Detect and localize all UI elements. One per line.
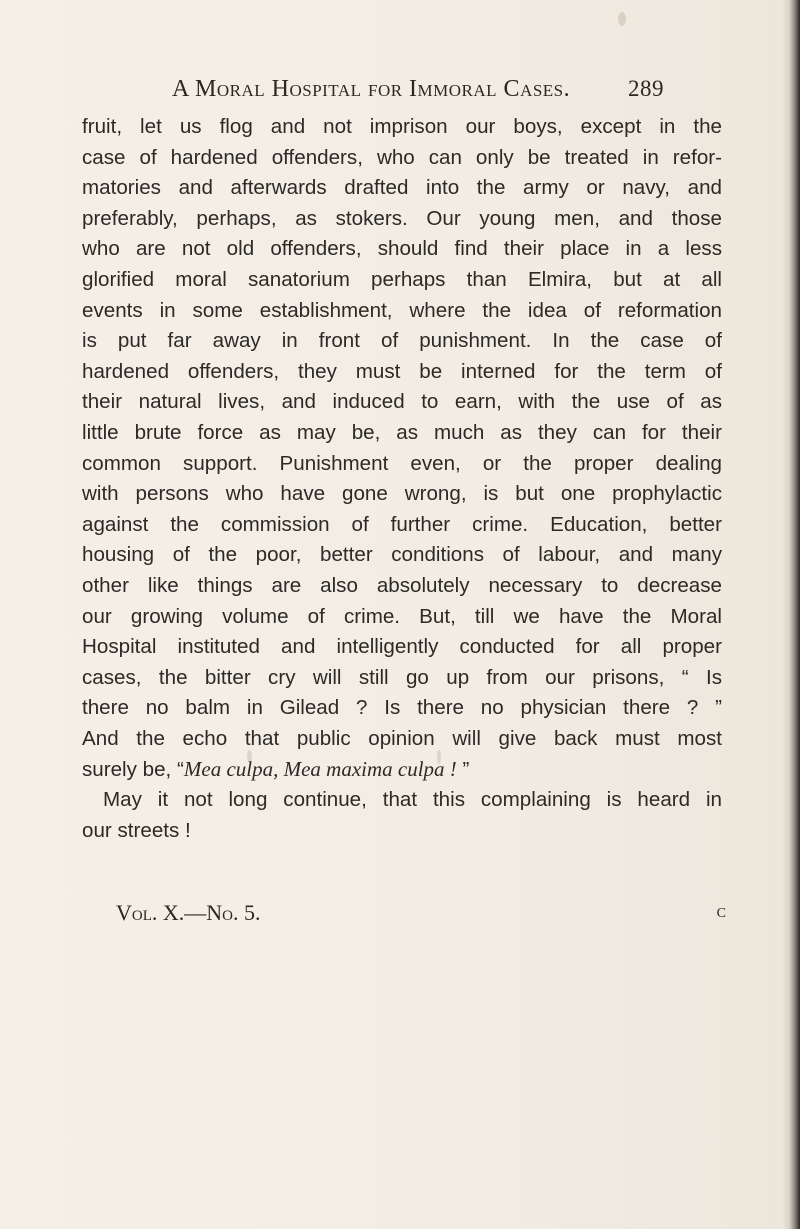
volume-number: Vol. X.—No. 5. bbox=[116, 900, 261, 925]
latin-quote: Mea culpa, Mea maxima culpa ! bbox=[183, 757, 457, 782]
text-line: May it not long continue, that this complaining is heard in bbox=[103, 788, 722, 812]
page-footer bbox=[116, 900, 726, 930]
running-header bbox=[172, 76, 664, 110]
text-line: other like things are also absolutely necessary to decrease bbox=[82, 573, 722, 597]
page-binding-edge bbox=[782, 0, 800, 1229]
text-line: cases, the bitter cry will still go up from our prisons, “ Is bbox=[82, 665, 722, 689]
text-line: matories and afterwards drafted into the army or navy, and bbox=[82, 176, 722, 200]
running-title: A Moral Hospital for Immoral Cases. bbox=[172, 76, 571, 102]
quote-close: ” bbox=[456, 758, 470, 782]
text-line: hardened offenders, they must be interned for the term of bbox=[82, 359, 722, 383]
text-line: case of hardened offenders, who can only be treated in refor- bbox=[82, 145, 722, 169]
text-line: is put far away in front of punishment. In the case of bbox=[82, 329, 722, 353]
text-line-latin-quote bbox=[82, 754, 722, 785]
text-line: preferably, perhaps, as stokers. Our young men, and those bbox=[82, 206, 722, 230]
text-line: Hospital instituted and intelligently conducted for all proper bbox=[82, 635, 722, 659]
text-line: glorified moral sanatorium perhaps than Elmira, but at all bbox=[82, 267, 722, 291]
text-line: And the echo that public opinion will give back must most bbox=[82, 726, 722, 750]
text-line-final: our streets ! bbox=[82, 818, 191, 842]
text-line: their natural lives, and induced to earn, with the use of as bbox=[82, 390, 722, 414]
body-text bbox=[82, 112, 722, 846]
quote-lead-in: surely be, “ bbox=[82, 758, 184, 782]
signature-mark: c bbox=[716, 900, 726, 922]
text-line: there no balm in Gilead ? Is there no physician there ? ” bbox=[82, 696, 722, 720]
text-line: our growing volume of crime. But, till we have the Moral bbox=[82, 604, 722, 628]
text-line: against the commission of further crime. Education, better bbox=[82, 512, 722, 536]
text-line: housing of the poor, better conditions of labour, and many bbox=[82, 543, 722, 567]
text-line: events in some establishment, where the idea of reformation bbox=[82, 298, 722, 322]
text-line: little brute force as may be, as much as they can for their bbox=[82, 420, 722, 444]
text-line: fruit, let us flog and not imprison our boys, except in the bbox=[82, 115, 722, 138]
text-line: with persons who have gone wrong, is but one prophylactic bbox=[82, 482, 722, 506]
text-line: who are not old offenders, should find their place in a less bbox=[82, 237, 722, 261]
text-line: common support. Punishment even, or the proper dealing bbox=[82, 451, 722, 475]
paper-stain bbox=[618, 12, 626, 26]
page-number: 289 bbox=[628, 76, 664, 101]
